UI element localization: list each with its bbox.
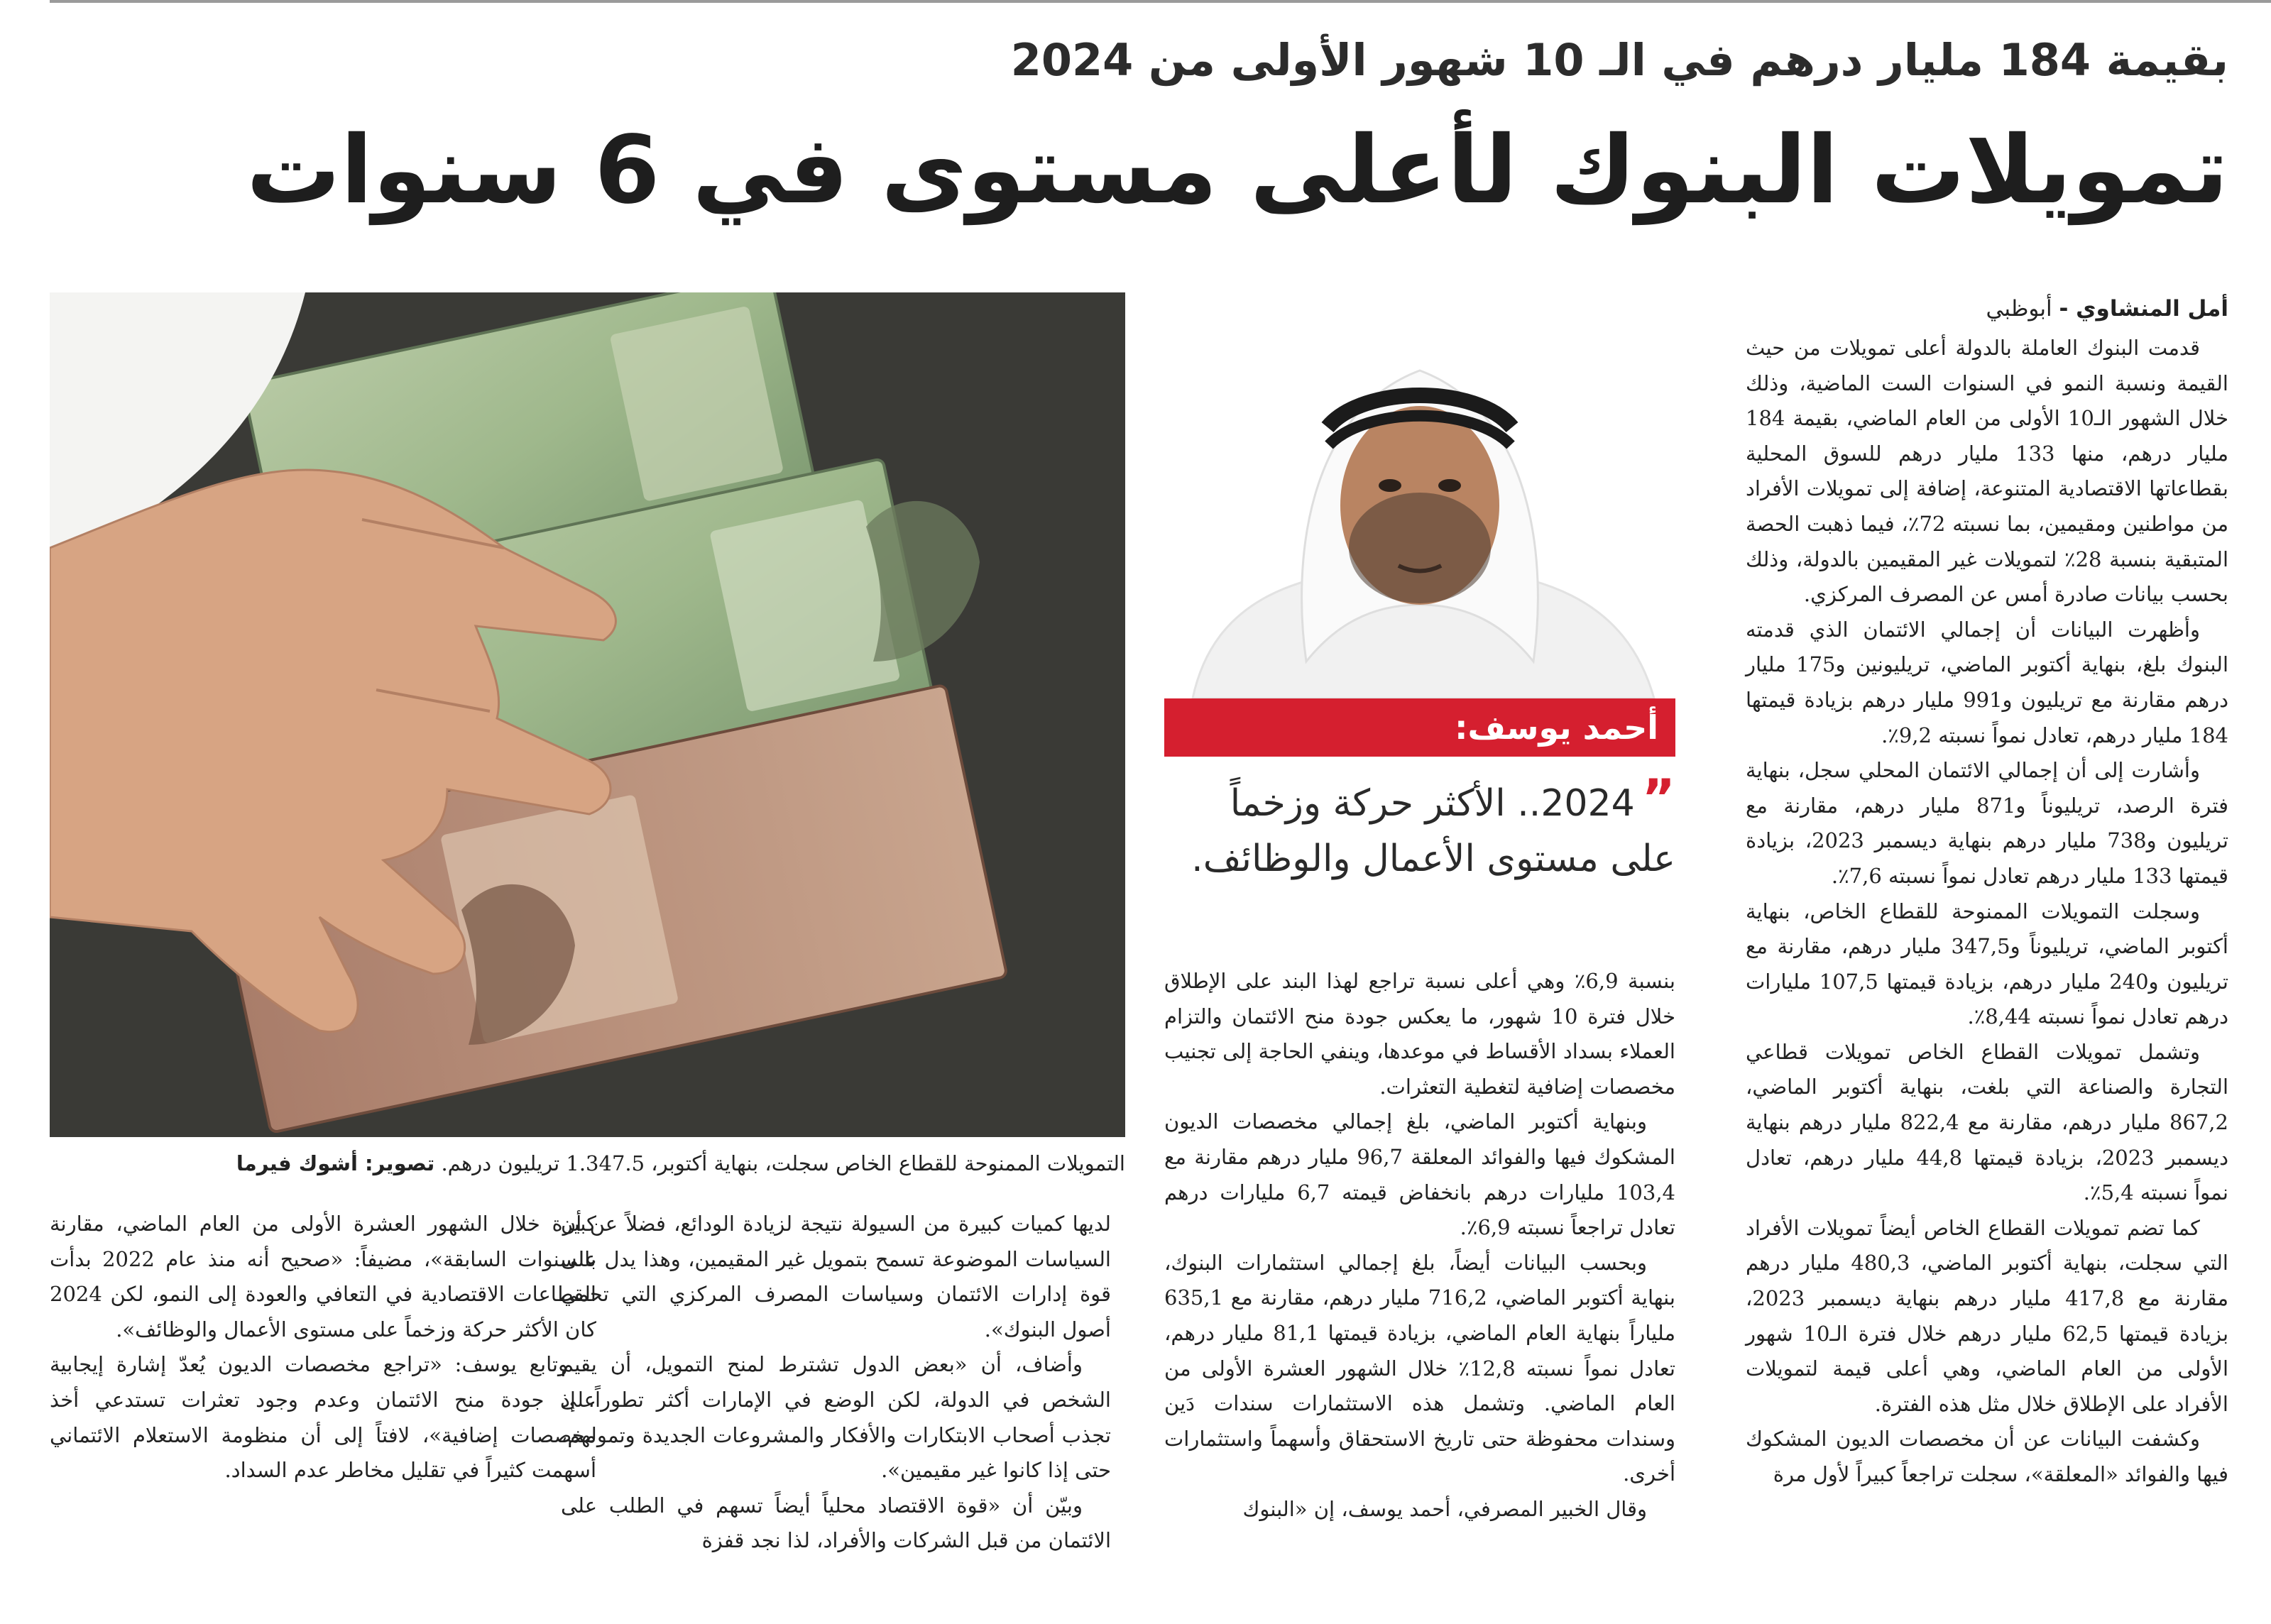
portrait-caption-text: أحمد يوسف: [1455, 708, 1658, 747]
man-portrait-illustration [1164, 292, 1675, 698]
paragraph: قدمت البنوك العاملة بالدولة أعلى تمويلات من حيث القيمة ونسبة النمو في السنوات الست الماضية، وذلك خلال الشهور الـ10 الأولى من العام الماضي، بقيمة 184 مليار درهم، منها 133 مليار درهم للسوق المحلية بقطاعاتها الاقتصادية المتنوعة، إضافة إلى تمويلات الأفراد من مواطنين ومقيمين، بما نسبته 72٪، فيما ذهبت الحصة المتبقية بنسبة 28٪ لتمويلات غير المقيمين بالدولة، وذلك بحسب بيانات صادرة أمس عن المصرف المركزي. [1746, 336, 2228, 607]
paragraph: وتشمل تمويلات القطاع الخاص تمويلات قطاعي التجارة والصناعة التي بلغت، بنهاية أكتوبر الماضي، 867,2 مليار درهم، مقارنة مع 822,4 مليار درهم بنهاية ديسمبر 2023، بزيادة قيمتها 44,8 مليار درهم، تعادل نمواً نسبته 5,4٪. [1746, 1039, 2229, 1205]
byline-author: أمل المنشاوي - [2059, 296, 2228, 322]
paragraph: وقال الخبير المصرفي، أحمد يوسف، إن «البنوك [1242, 1496, 1647, 1521]
paragraph: وأظهرت البيانات أن إجمالي الائتمان الذي قدمته البنوك بلغ، بنهاية أكتوبر الماضي، تريليونين و175 مليار درهم مقارنة مع تريليون و991 مليار درهم بزيادة قيمتها 184 مليار درهم، تعادل نمواً نسبته 9,2٪. [1746, 617, 2228, 747]
pull-quote [1164, 770, 1675, 962]
paragraph: لديها كميات كبيرة من السيولة نتيجة لزيادة الودائع، فضلاً عن أن السياسات الموضوعة تسمح بتمويل غير المقيمين، وهذا يدل على قوة إدارات الائتمان وسياسات المصرف المركزي التي تحمي أصول البنوك». [561, 1212, 1111, 1342]
pull-quote-text: 2024.. الأكثر حركة وزخماً على مستوى الأعمال والوظائف. [1191, 782, 1675, 880]
portrait-photo [1164, 292, 1675, 698]
top-rule [50, 0, 2271, 3]
paragraph: وأشارت إلى أن إجمالي الائتمان المحلي سجل، بنهاية فترة الرصد، تريليوناً و871 مليار درهم، مقارنة مع تريليون و738 مليار درهم بنهاية ديسمبر 2023، بزيادة قيمتها 133 مليار درهم تعادل نمواً نسبته 7,6٪. [1746, 758, 2229, 888]
paragraph: وبنهاية أكتوبر الماضي، بلغ إجمالي مخصصات الديون المشكوك فيها والفوائد المعلقة 96,7 مليار درهم مقارنة مع 103,4 مليارات درهم بانخفاض قيمته 6,7 مليارات درهم تعادل تراجعاً نسبته 6,9٪. [1164, 1109, 1675, 1240]
column-1 [1746, 291, 2228, 1493]
column-2 [1164, 964, 1675, 1527]
paragraph: وبيّن أن «قوة الاقتصاد محلياً أيضاً تسهم في الطلب على الائتمان من قبل الشركات والأفراد، لذا نجد قفزة [561, 1493, 1111, 1553]
column-4 [50, 1207, 596, 1488]
paragraph: كما تضم تمويلات القطاع الخاص أيضاً تمويلات الأفراد التي سجلت، بنهاية أكتوبر الماضي، 480,3 مليار درهم مقارنة مع 417,8 مليار درهم بنهاية ديسمبر 2023، بزيادة قيمتها 62,5 مليار درهم خلال فترة الـ10 شهور الأولى من العام الماضي، وهي أعلى قيمة لتمويلات الأفراد على الإطلاق خلال مثل هذه الفترة. [1746, 1215, 2229, 1416]
article-headline: تمويلات البنوك لأعلى مستوى في 6 سنوات [246, 116, 2228, 225]
paragraph: وكشفت البيانات عن أن مخصصات الديون المشكوك فيها والفوائد «المعلقة»، سجلت تراجعاً كبيراً لأول مرة [1746, 1427, 2228, 1486]
paragraph: كبيرة خلال الشهور العشرة الأولى من العام الماضي، مقارنة بالسنوات السابقة»، مضيفاً: «صحيح أنه منذ عام 2022 بدأت القطاعات الاقتصادية في التعافي والعودة إلى النمو، لكن 2024 كان الأكثر حركة وزخماً على مستوى الأعمال والوظائف». [50, 1212, 596, 1342]
paragraph: وتابع يوسف: «تراجع مخصصات الديون يُعدّ إشارة إيجابية على جودة منح الائتمان وعدم وجود تعثرات تستدعي أخذ مخصصات إضافية»، لافتاً إلى أن منظومة الاستعلام الائتماني أسهمت كثيراً في تقليل مخاطر عدم السداد. [50, 1352, 596, 1483]
paragraph: وبحسب البيانات أيضاً، بلغ إجمالي استثمارات البنوك، بنهاية أكتوبر الماضي، 716,2 مليار درهم، مقارنة مع 635,1 ملياراً بنهاية العام الماضي، بزيادة قيمتها 81,1 مليار درهم، تعادل نمواً نسبته 12,8٪ خلال الشهور العشرة الأولى من العام الماضي. وتشمل هذه الاستثمارات سندات دَين وسندات محفوظة حتى تاريخ الاستحقاق وأسهماً واستثمارات أخرى. [1164, 1250, 1675, 1486]
photo-caption [50, 1146, 1125, 1180]
column-3 [561, 1207, 1111, 1559]
paragraph: وسجلت التمويلات الممنوحة للقطاع الخاص، بنهاية أكتوبر الماضي، تريليوناً و347,5 مليار درهم، مقارنة مع تريليون و240 مليار درهم، بزيادة قيمتها 107,5 مليارات درهم تعادل نمواً نسبته 8,44٪. [1746, 899, 2228, 1029]
paragraph: وأضاف، أن «بعض الدول تشترط لمنح التمويل، أن يقيم الشخص في الدولة، لكن الوضع في الإمارات أكثر تطوراً، إذ تجذب أصحاب الابتكارات والأفكار والمشروعات الجديدة وتمولهم، حتى إذا كانوا غير مقيمين». [561, 1352, 1111, 1483]
byline [1746, 291, 2228, 327]
portrait-caption [1164, 698, 1675, 757]
paragraph: بنسبة 6,9٪ وهي أعلى نسبة تراجع لهذا البند على الإطلاق خلال فترة 10 شهور، ما يعكس جودة منح الائتمان والتزام العملاء بسداد الأقساط في موعدها، وينفي الحاجة إلى تجنيب مخصصات إضافية لتغطية التعثرات. [1164, 969, 1676, 1099]
photo-credit: تصوير: أشوك فيرما [236, 1151, 435, 1175]
photo-caption-text: التمويلات الممنوحة للقطاع الخاص سجلت، بنهاية أكتوبر، 1.347.5 تريليون درهم. [441, 1151, 1125, 1175]
money-photo [50, 292, 1125, 1137]
banknotes-hand-illustration [50, 292, 1125, 1137]
quote-mark-icon: ” [1641, 768, 1675, 828]
byline-place: أبوظبي [1986, 296, 2059, 322]
article-kicker: بقيمة 184 مليار درهم في الـ 10 شهور الأولى من 2024 [1010, 34, 2228, 86]
